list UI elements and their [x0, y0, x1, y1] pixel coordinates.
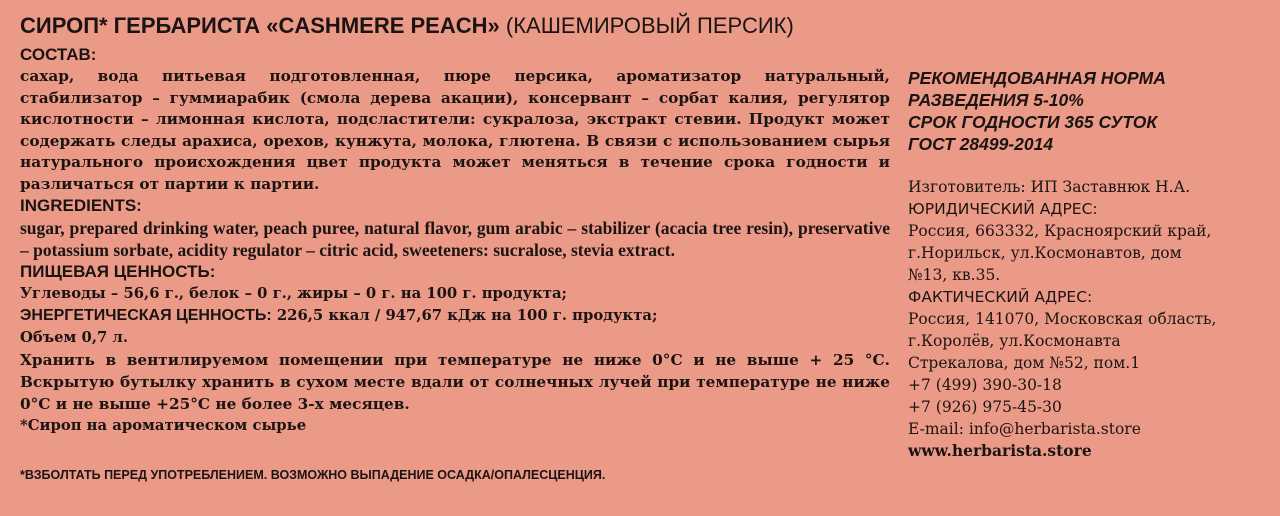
actual-address-header: ФАКТИЧЕСКИЙ АДРЕС:: [908, 288, 1093, 306]
aroma-note: *Сироп на ароматическом сырье: [20, 417, 307, 434]
dilution-line-1: РЕКОМЕНДОВАННАЯ НОРМА: [908, 68, 1166, 88]
composition-header: СОСТАВ:: [20, 45, 97, 64]
gost-standard: ГОСТ 28499-2014: [908, 134, 1054, 154]
ingredients-text: sugar, prepared drinking water, peach puree, natural flavor, gum arabic – stabilizer (acacia tree resin), preservative – potassium sorbate, acidity regulator – citric acid, sweeteners: sucralose, stevia extract.: [20, 218, 890, 260]
shelf-life: СРОК ГОДНОСТИ 365 СУТОК: [908, 112, 1158, 132]
ingredients-header: INGREDIENTS:: [20, 196, 142, 215]
composition-text: сахар, вода питьевая подготовленная, пюре персика, ароматизатор натуральный, стабилизатор – гуммиарабик (смола дерева акации), консервант – сорбат калия, регулятор кислотности – лимонная кислота, подсластители: сукралоза, экстракт стевии. Продукт может содержать следы арахиса, орехов, кунжута, молока, глютена. В связи с использованием сырья натурального происхождения цвет продукта может меняться в течение срока годности и различаться от партии к партии.: [20, 67, 890, 193]
manufacturer-name: Изготовитель: ИП Заставнюк Н.А.: [908, 178, 1191, 196]
nutrition-header: ПИЩЕВАЯ ЦЕННОСТЬ:: [20, 262, 216, 281]
product-title-subtitle: (КАШЕМИРОВЫЙ ПЕРСИК): [505, 13, 794, 38]
specs-block: [908, 67, 1268, 155]
nutrition-macros: Углеводы – 56,6 г., белок – 0 г., жиры – 0 г. на 100 г. продукта;: [20, 285, 568, 302]
product-title-main: СИРОП* ГЕРБАРИСТА «CASHMERE PEACH»: [20, 13, 500, 38]
manufacturer-block: [908, 176, 1268, 462]
legal-address-header: ЮРИДИЧЕСКИЙ АДРЕС:: [908, 200, 1098, 218]
storage-instructions: Хранить в вентилируемом помещении при температуре не ниже 0°С и не выше + 25 °С. Вскрытую бутылку хранить в сухом месте вдали от солнечных лучей при температуре не ниже 0°С и не выше +25°С не более 3-х месяцев.: [20, 351, 890, 413]
product-title: [20, 12, 1260, 40]
energy-label: ЭНЕРГЕТИЧЕСКАЯ ЦЕННОСТЬ:: [20, 307, 272, 324]
phone-number: +7 (926) 975-45-30: [908, 398, 1062, 416]
volume: Объем 0,7 л.: [20, 329, 129, 346]
shake-footnote: *ВЗБОЛТАТЬ ПЕРЕД УПОТРЕБЛЕНИЕМ. ВОЗМОЖНО ВЫПАДЕНИЕ ОСАДКА/ОПАЛЕСЦЕНЦИЯ.: [20, 468, 606, 482]
actual-address-line: Стрекалова, дом №52, пом.1: [908, 354, 1141, 372]
label-left-column: [20, 44, 890, 437]
email-address: E-mail: info@herbarista.store: [908, 420, 1141, 438]
actual-address-line: Россия, 141070, Московская область,: [908, 310, 1217, 328]
actual-address-line: г.Королёв, ул.Космонавта: [908, 332, 1121, 350]
website-link: www.herbarista.store: [908, 441, 1092, 460]
energy-value: 226,5 ккал / 947,67 кДж на 100 г. продукта;: [276, 307, 658, 324]
legal-address-line: Россия, 663332, Красноярский край,: [908, 222, 1212, 240]
phone-number: +7 (499) 390-30-18: [908, 376, 1062, 394]
energy-line: [20, 305, 890, 327]
legal-address-line: г.Норильск, ул.Космонавтов, дом: [908, 244, 1182, 262]
dilution-line-2: РАЗВЕДЕНИЯ 5-10%: [908, 90, 1084, 110]
legal-address-line: №13, кв.35.: [908, 266, 1001, 284]
